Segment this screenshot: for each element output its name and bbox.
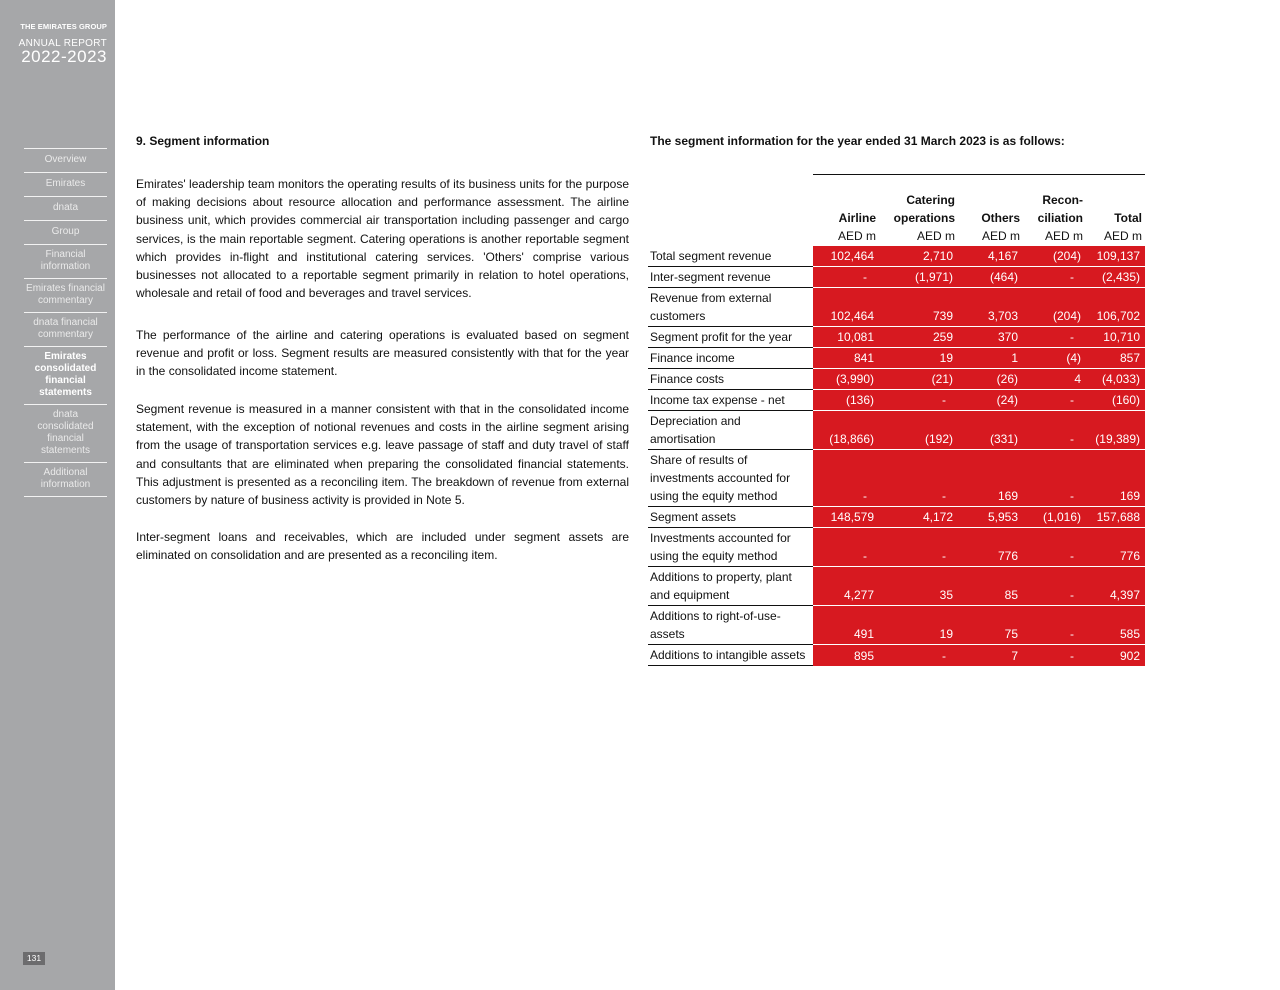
row-label [648,507,813,528]
row-label-line: Total segment revenue [650,249,772,263]
table-cell: 2,710 [879,246,958,267]
row-label [648,645,813,666]
table-cell: (18,866) [813,411,879,450]
table-cell: (136) [813,390,879,411]
table-row [648,288,1145,327]
row-label-line: Revenue from external [650,291,772,305]
nav-item-additional-information[interactable]: Additional information [24,462,107,496]
row-label [648,450,813,507]
column-unit: AED m [1044,229,1083,243]
table-cell: 75 [958,606,1023,645]
table-row [648,567,1145,606]
table-cell: 4 [1023,369,1086,390]
table-cell: 902 [1086,645,1145,666]
table-cell: 102,464 [813,288,879,327]
nav-item-emirates[interactable]: Emirates [24,172,107,196]
table-cell: 895 [813,645,879,666]
row-label-line: Additions to property, plant [650,570,792,584]
header-row-2 [648,209,1145,227]
table-cell: 841 [813,348,879,369]
table-cell: (3,990) [813,369,879,390]
table-cell: - [1023,327,1086,348]
row-label [648,246,813,267]
table-cell: 85 [958,567,1023,606]
row-label-line: Income tax expense - net [650,393,785,407]
section-heading: 9. Segment information [136,134,270,148]
table-cell: - [879,528,958,567]
row-label [648,348,813,369]
table-cell: 169 [1086,450,1145,507]
brand-report-title: ANNUAL REPORT [18,38,107,49]
table-cell: - [879,645,958,666]
row-label-line: and equipment [650,588,730,602]
column-unit: AED m [1103,229,1142,243]
table-cell: (1,971) [879,267,958,288]
column-header: ciliation [1037,211,1083,225]
table-row [648,327,1145,348]
table-cell: (19,389) [1086,411,1145,450]
table-cell: - [813,267,879,288]
table-cell: - [1023,606,1086,645]
table-cell: (464) [958,267,1023,288]
table-cell: 109,137 [1086,246,1145,267]
column-header: Total [1114,211,1142,225]
column-header-line1: Recon- [1023,175,1086,210]
row-label-line: using the equity method [650,489,778,503]
table-row [648,528,1145,567]
brand-group: THE EMIRATES GROUP [20,22,107,31]
table-cell: 4,167 [958,246,1023,267]
row-label [648,390,813,411]
table-cell: - [1023,390,1086,411]
row-label-line: Depreciation and [650,414,741,428]
paragraph-4: Inter-segment loans and receivables, which are included under segment assets are eliminated on consolidation and are presented as a reconciling item. [136,530,629,563]
table-body [648,246,1145,666]
table-cell: 7 [958,645,1023,666]
nav-item-emirates-financial-commentary[interactable]: Emirates financial commentary [24,278,107,312]
table-cell: 102,464 [813,246,879,267]
table-cell: 106,702 [1086,288,1145,327]
header-empty [648,175,813,210]
table-cell: 739 [879,288,958,327]
row-label-line: Segment assets [650,510,737,524]
row-label [648,327,813,348]
brand-report-year: 2022-2023 [21,47,107,66]
table-cell: (1,016) [1023,507,1086,528]
table-cell: 169 [958,450,1023,507]
row-label-line: assets [650,627,685,641]
table-cell: 491 [813,606,879,645]
row-label-line: Inter-segment revenue [650,270,771,284]
row-label-line: customers [650,309,706,323]
table-row [648,411,1145,450]
table-cell: 10,081 [813,327,879,348]
column-header: Airline [838,211,876,225]
table-cell: 4,172 [879,507,958,528]
nav-item-financial-information[interactable]: Financial information [24,244,107,278]
column-unit: AED m [916,229,955,243]
nav-item-group[interactable]: Group [24,220,107,244]
row-label-line: Finance income [650,351,735,365]
table-header [648,175,1145,247]
table-cell: (204) [1023,246,1086,267]
column-unit: AED m [837,229,876,243]
table-cell: - [1023,450,1086,507]
table-cell: 35 [879,567,958,606]
header-empty [648,209,813,227]
row-label [648,369,813,390]
table-cell: 776 [1086,528,1145,567]
table-row [648,267,1145,288]
table-cell: 3,703 [958,288,1023,327]
table-cell: 10,710 [1086,327,1145,348]
nav-divider [24,496,107,497]
nav-item-emirates-consolidated-financial-statements[interactable]: Emirates consolidated financial statements [24,346,107,404]
table-cell: 19 [879,606,958,645]
table-cell: - [813,450,879,507]
table-cell: 4,397 [1086,567,1145,606]
section-nav [24,148,107,497]
table-cell: 5,953 [958,507,1023,528]
table-cell: - [1023,267,1086,288]
header-empty [648,227,813,246]
table-cell: 1 [958,348,1023,369]
row-label-line: Segment profit for the year [650,330,793,344]
page-number: 131 [23,952,45,965]
table-cell: 857 [1086,348,1145,369]
table-row [648,246,1145,267]
column-header-line1 [1086,175,1145,210]
table-cell: (204) [1023,288,1086,327]
nav-item-dnata-consolidated-financial-statements[interactable]: dnata consolidated financial statements [24,404,107,462]
table-cell: (2,435) [1086,267,1145,288]
table-cell: - [1023,411,1086,450]
nav-item-dnata-financial-commentary[interactable]: dnata financial commentary [24,312,107,346]
segment-table-container [648,174,1145,666]
table-cell: - [879,450,958,507]
table-cell: (21) [879,369,958,390]
column-header-line1 [813,175,879,210]
brand-block [0,22,107,67]
paragraph-2: The performance of the airline and catering operations is evaluated based on segment revenue and profit or loss. Segment results are measured consistently with that for the year in the consolidated income statement. [136,328,629,379]
table-cell: - [1023,645,1086,666]
table-cell: (160) [1086,390,1145,411]
row-label [648,528,813,567]
column-header-line1: Catering [879,175,958,210]
row-label [648,267,813,288]
table-cell: - [879,390,958,411]
table-cell: 585 [1086,606,1145,645]
table-cell: (4) [1023,348,1086,369]
table-row [648,450,1145,507]
table-cell: 4,277 [813,567,879,606]
row-label [648,288,813,327]
row-label-line: using the equity method [650,549,778,563]
column-header: operations [893,211,955,225]
row-label-line: amortisation [650,432,716,446]
table-cell: - [1023,567,1086,606]
table-cell: (26) [958,369,1023,390]
table-cell: 157,688 [1086,507,1145,528]
table-cell: 148,579 [813,507,879,528]
table-row [648,369,1145,390]
row-label-line: Additions to intangible assets [650,648,806,662]
table-row [648,348,1145,369]
header-units-row [648,227,1145,246]
row-label-line: Investments accounted for [650,531,791,545]
paragraph-1: Emirates' leadership team monitors the operating results of its business units for the purpose of making decisions about resource allocation and performance assessment. The airline business unit, which provides commercial air transportation including passenger and cargo services, is the main reportable segment. Catering operations is another reportable segment which provides in-flight and institutional catering services. 'Others' comprise various businesses not allocated to a reportable segment primarily in relation to hotel operations, wholesale and retail of food and beverages and travel services. [136,177,629,301]
segment-table [648,174,1145,666]
table-row [648,507,1145,528]
table-cell: (4,033) [1086,369,1145,390]
table-cell: (192) [879,411,958,450]
table-cell: 259 [879,327,958,348]
table-cell: 19 [879,348,958,369]
nav-item-overview[interactable]: Overview [24,148,107,172]
row-label-line: Additions to right-of-use- [650,609,781,623]
table-cell: 776 [958,528,1023,567]
row-label [648,411,813,450]
column-header-line1 [958,175,1023,210]
row-label [648,567,813,606]
row-label-line: investments accounted for [650,471,791,485]
column-unit: AED m [981,229,1020,243]
table-row [648,606,1145,645]
table-row [648,645,1145,666]
table-title: The segment information for the year ended 31 March 2023 is as follows: [650,134,1065,148]
sidebar [0,0,115,990]
segment-text-column [136,134,629,563]
row-label-line: Finance costs [650,372,725,386]
table-cell: - [1023,528,1086,567]
table-cell: (24) [958,390,1023,411]
column-header: Others [981,211,1020,225]
table-cell: (331) [958,411,1023,450]
header-row-1 [648,175,1145,210]
table-row [648,390,1145,411]
row-label [648,606,813,645]
row-label-line: Share of results of [650,453,748,467]
table-cell: 370 [958,327,1023,348]
nav-item-dnata[interactable]: dnata [24,196,107,220]
table-cell: - [813,528,879,567]
paragraph-3: Segment revenue is measured in a manner consistent with that in the consolidated income statement, with the exception of notional revenues and costs in the airline segment arising from the usage of transportation services e.g. leave passage of staff and duty travel of staff and consultants that are eliminated when preparing the consolidated financial statements. This adjustment is presented as a reconciling item. The breakdown of revenue from external customers by nature of business activity is provided in Note 5. [136,402,629,508]
